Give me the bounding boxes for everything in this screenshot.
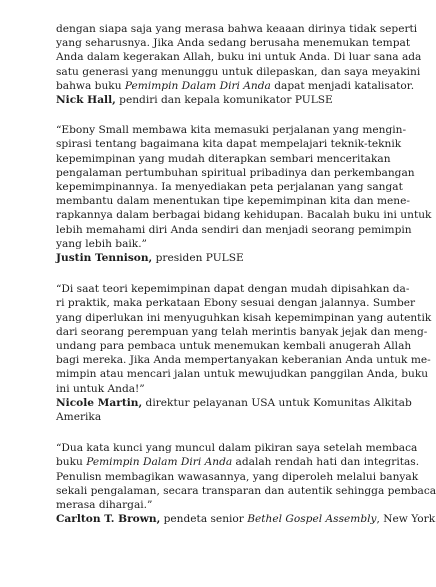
attribution bbox=[56, 251, 344, 265]
text-line: bagi mereka. Jika Anda mempertanyakan keberanian Anda untuk me- bbox=[56, 354, 431, 367]
attribution bbox=[56, 512, 436, 526]
text-line: rapkannya dalam berbagai bidang kehidupan. Bacalah buku ini untuk bbox=[56, 209, 432, 222]
attribution bbox=[56, 396, 412, 410]
text-line: undang para pembaca untuk menemukan kembali anugerah Allah bbox=[56, 340, 412, 353]
attribution bbox=[56, 93, 344, 107]
testimonial-carlton-brown bbox=[56, 441, 436, 526]
text-line: “Dua kata kunci yang muncul dalam pikiran saya setelah membaca bbox=[56, 442, 418, 455]
text-line: kepemimpinan yang mudah diterapkan sembari menceritakan bbox=[56, 152, 391, 165]
endorser-name: Nicole Martin, bbox=[56, 396, 143, 409]
endorser-role: pendeta senior bbox=[160, 513, 248, 526]
testimonial-continuation bbox=[56, 22, 422, 107]
endorser-name: Justin Tennison, bbox=[56, 252, 153, 265]
text-line: pengalaman pertumbuhan spiritual pribadinya dan perkembangan bbox=[56, 166, 415, 179]
church-name: Bethel Gospel Assembly bbox=[247, 513, 377, 526]
text-fragment: adalah rendah hati dan integritas. bbox=[232, 456, 420, 469]
text-line: ri praktik, maka perkataan Ebony sesuai dengan jalannya. Sumber bbox=[56, 297, 416, 310]
text-line: yang lebih baik.” bbox=[56, 237, 147, 250]
text-line: satu generasi yang menunggu untuk dilepaskan, dan saya meyakini bbox=[56, 65, 421, 78]
endorser-name: Nick Hall, bbox=[56, 94, 116, 107]
text-line: membantu dalam menentukan tipe kepemimpinan kita dan mene- bbox=[56, 195, 410, 208]
endorser-role: presiden PULSE bbox=[152, 252, 244, 265]
book-title: Pemimpin Dalam Diri Anda bbox=[86, 456, 233, 469]
text-line: yang diperlukan ini menyuguhkan kisah kepemimpinan yang autentik bbox=[56, 311, 432, 324]
endorser-location: , New York bbox=[376, 513, 436, 526]
text-fragment: bahwa buku bbox=[56, 79, 125, 92]
text-line: “Di saat teori kepemimpinan dapat dengan mudah dipisahkan da- bbox=[56, 283, 410, 296]
text-line bbox=[56, 455, 420, 469]
text-line: dari seorang perempuan yang telah merintis banyak jejak dan meng- bbox=[56, 325, 428, 338]
text-line: lebih memahami diri Anda sendiri dan menjadi seorang pemimpin bbox=[56, 223, 412, 236]
endorser-role: pendiri dan kepala komunikator PULSE bbox=[115, 94, 333, 107]
text-fragment: buku bbox=[56, 456, 87, 469]
text-line bbox=[56, 79, 415, 93]
text-line: Anda dalam kegerakan Allah, buku ini untuk Anda. Di luar sana ada bbox=[56, 51, 422, 64]
text-line: sekali pengalaman, secara transparan dan autentik sehingga pembaca bbox=[56, 484, 436, 497]
text-fragment: dapat menjadi katalisator. bbox=[270, 79, 415, 92]
testimonial-nicole-martin bbox=[56, 282, 432, 424]
text-line: kepemimpinannya. Ia menyediakan peta perjalanan yang sangat bbox=[56, 181, 403, 194]
text-line: merasa dihargai.” bbox=[56, 499, 153, 512]
text-line: dengan siapa saja yang merasa bahwa keaaan dirinya tidak seperti bbox=[56, 23, 418, 35]
book-title: Pemimpin Dalam Diri Anda bbox=[124, 79, 271, 92]
text-line: ini untuk Anda!” bbox=[56, 382, 145, 395]
text-line: spirasi tentang bagaimana kita dapat mempelajari teknik-teknik bbox=[56, 138, 402, 151]
endorser-name: Carlton T. Brown, bbox=[56, 513, 161, 526]
testimonial-justin-tennison bbox=[56, 123, 432, 265]
text-line: Penulisn membagikan wawasannya, yang diperoleh melalui banyak bbox=[56, 470, 419, 483]
endorser-role: direktur pelayanan USA untuk Komunitas Alkitab bbox=[142, 396, 412, 409]
text-line: yang seharusnya. Jika Anda sedang berusaha menemukan tempat bbox=[56, 37, 411, 50]
attribution-continued: Amerika bbox=[56, 411, 102, 424]
text-line: mimpin atau mencari jalan untuk mewujudkan panggilan Anda, buku bbox=[56, 368, 429, 381]
text-line: “Ebony Small membawa kita memasuki perjalanan yang mengin- bbox=[56, 124, 407, 137]
